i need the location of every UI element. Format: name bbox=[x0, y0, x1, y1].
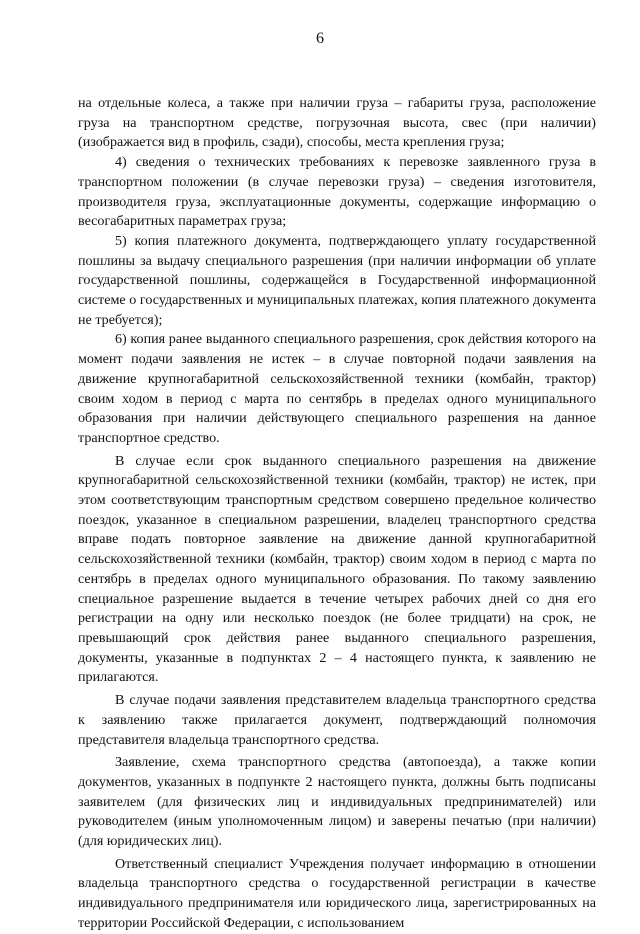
paragraph-representative: В случае подачи заявления представителем владельца транспортного средства к заявлению также прилагается документ, подтверждающий полномочия представителя владельца транспортного средства. bbox=[78, 692, 596, 748]
paragraph-item-4: 4) сведения о технических требованиях к перевозке заявленного груза в транспортном положении (в случае перевозки груза) – сведения изготовителя, производителя груза, эксплуатационные документы, содержащие информацию о весогабаритных параметрах груза; bbox=[78, 154, 596, 230]
paragraph-signatures: Заявление, схема транспортного средства (автопоезда), а также копии документов, указанных в подпункте 2 настоящего пункта, должны быть подписаны заявителем (для физических лиц и индивидуальных предпринимателей) или руководителем (иным уполномоченным лицом) и заверены печатью (при наличии) (для юридических лиц). bbox=[78, 754, 596, 850]
paragraph-item-6: 6) копия ранее выданного специального разрешения, срок действия которого на момент подачи заявления не истек – в случае повторной подачи заявления на движение крупногабаритной сельскохозяйственной техники (комбайн, трактор) своим ходом в период с марта по сентябрь в пределах одного муниципального образования при наличии действующего специального разрешения на данное транспортное средство. bbox=[78, 331, 596, 446]
document-body bbox=[78, 94, 596, 934]
paragraph-responsible-specialist: Ответственный специалист Учреждения получает информацию в отношении владельца транспортного средства о государственной регистрации в качестве индивидуального предпринимателя или юридического лица, зарегистрированных на территории Российской Федерации, с использованием bbox=[78, 855, 596, 931]
paragraph-repeat-application: В случае если срок выданного специального разрешения на движение крупногабаритной сельскохозяйственной техники (комбайн, трактор) не истек, при этом соответствующим транспортным средством совершено предельное количество поездок, указанное в специальном разрешении, владелец транспортного средства вправе подать повторное заявление на движение данной крупногабаритной сельскохозяйственной техники (комбайн, трактор) своим ходом в период с марта по сентябрь в пределах одного муниципального образования. По такому заявлению специальное разрешение выдается в течение четырех рабочих дней со дня его регистрации на одну или несколько поездок (не более тридцати) на срок, не превышающий срок действия ранее выданного специального разрешения, документы, указанные в подпунктах 2 – 4 настоящего пункта, к заявлению не прилагаются. bbox=[78, 452, 596, 686]
paragraph-item-5: 5) копия платежного документа, подтверждающего уплату государственной пошлины за выдачу специального разрешения (при наличии информации об уплате государственной пошлины, содержащейся в Государственной информационной системе о государственных и муниципальных платежах, копия платежного документа не требуется); bbox=[78, 232, 596, 328]
page-number: 6 bbox=[316, 30, 324, 47]
paragraph-continuation: на отдельные колеса, а также при наличии груза – габариты груза, расположение груза на транспортном средстве, погрузочная высота, свес (при наличии) (изображается вид в профиль, сзади), способы, места крепления груза; bbox=[78, 95, 596, 151]
